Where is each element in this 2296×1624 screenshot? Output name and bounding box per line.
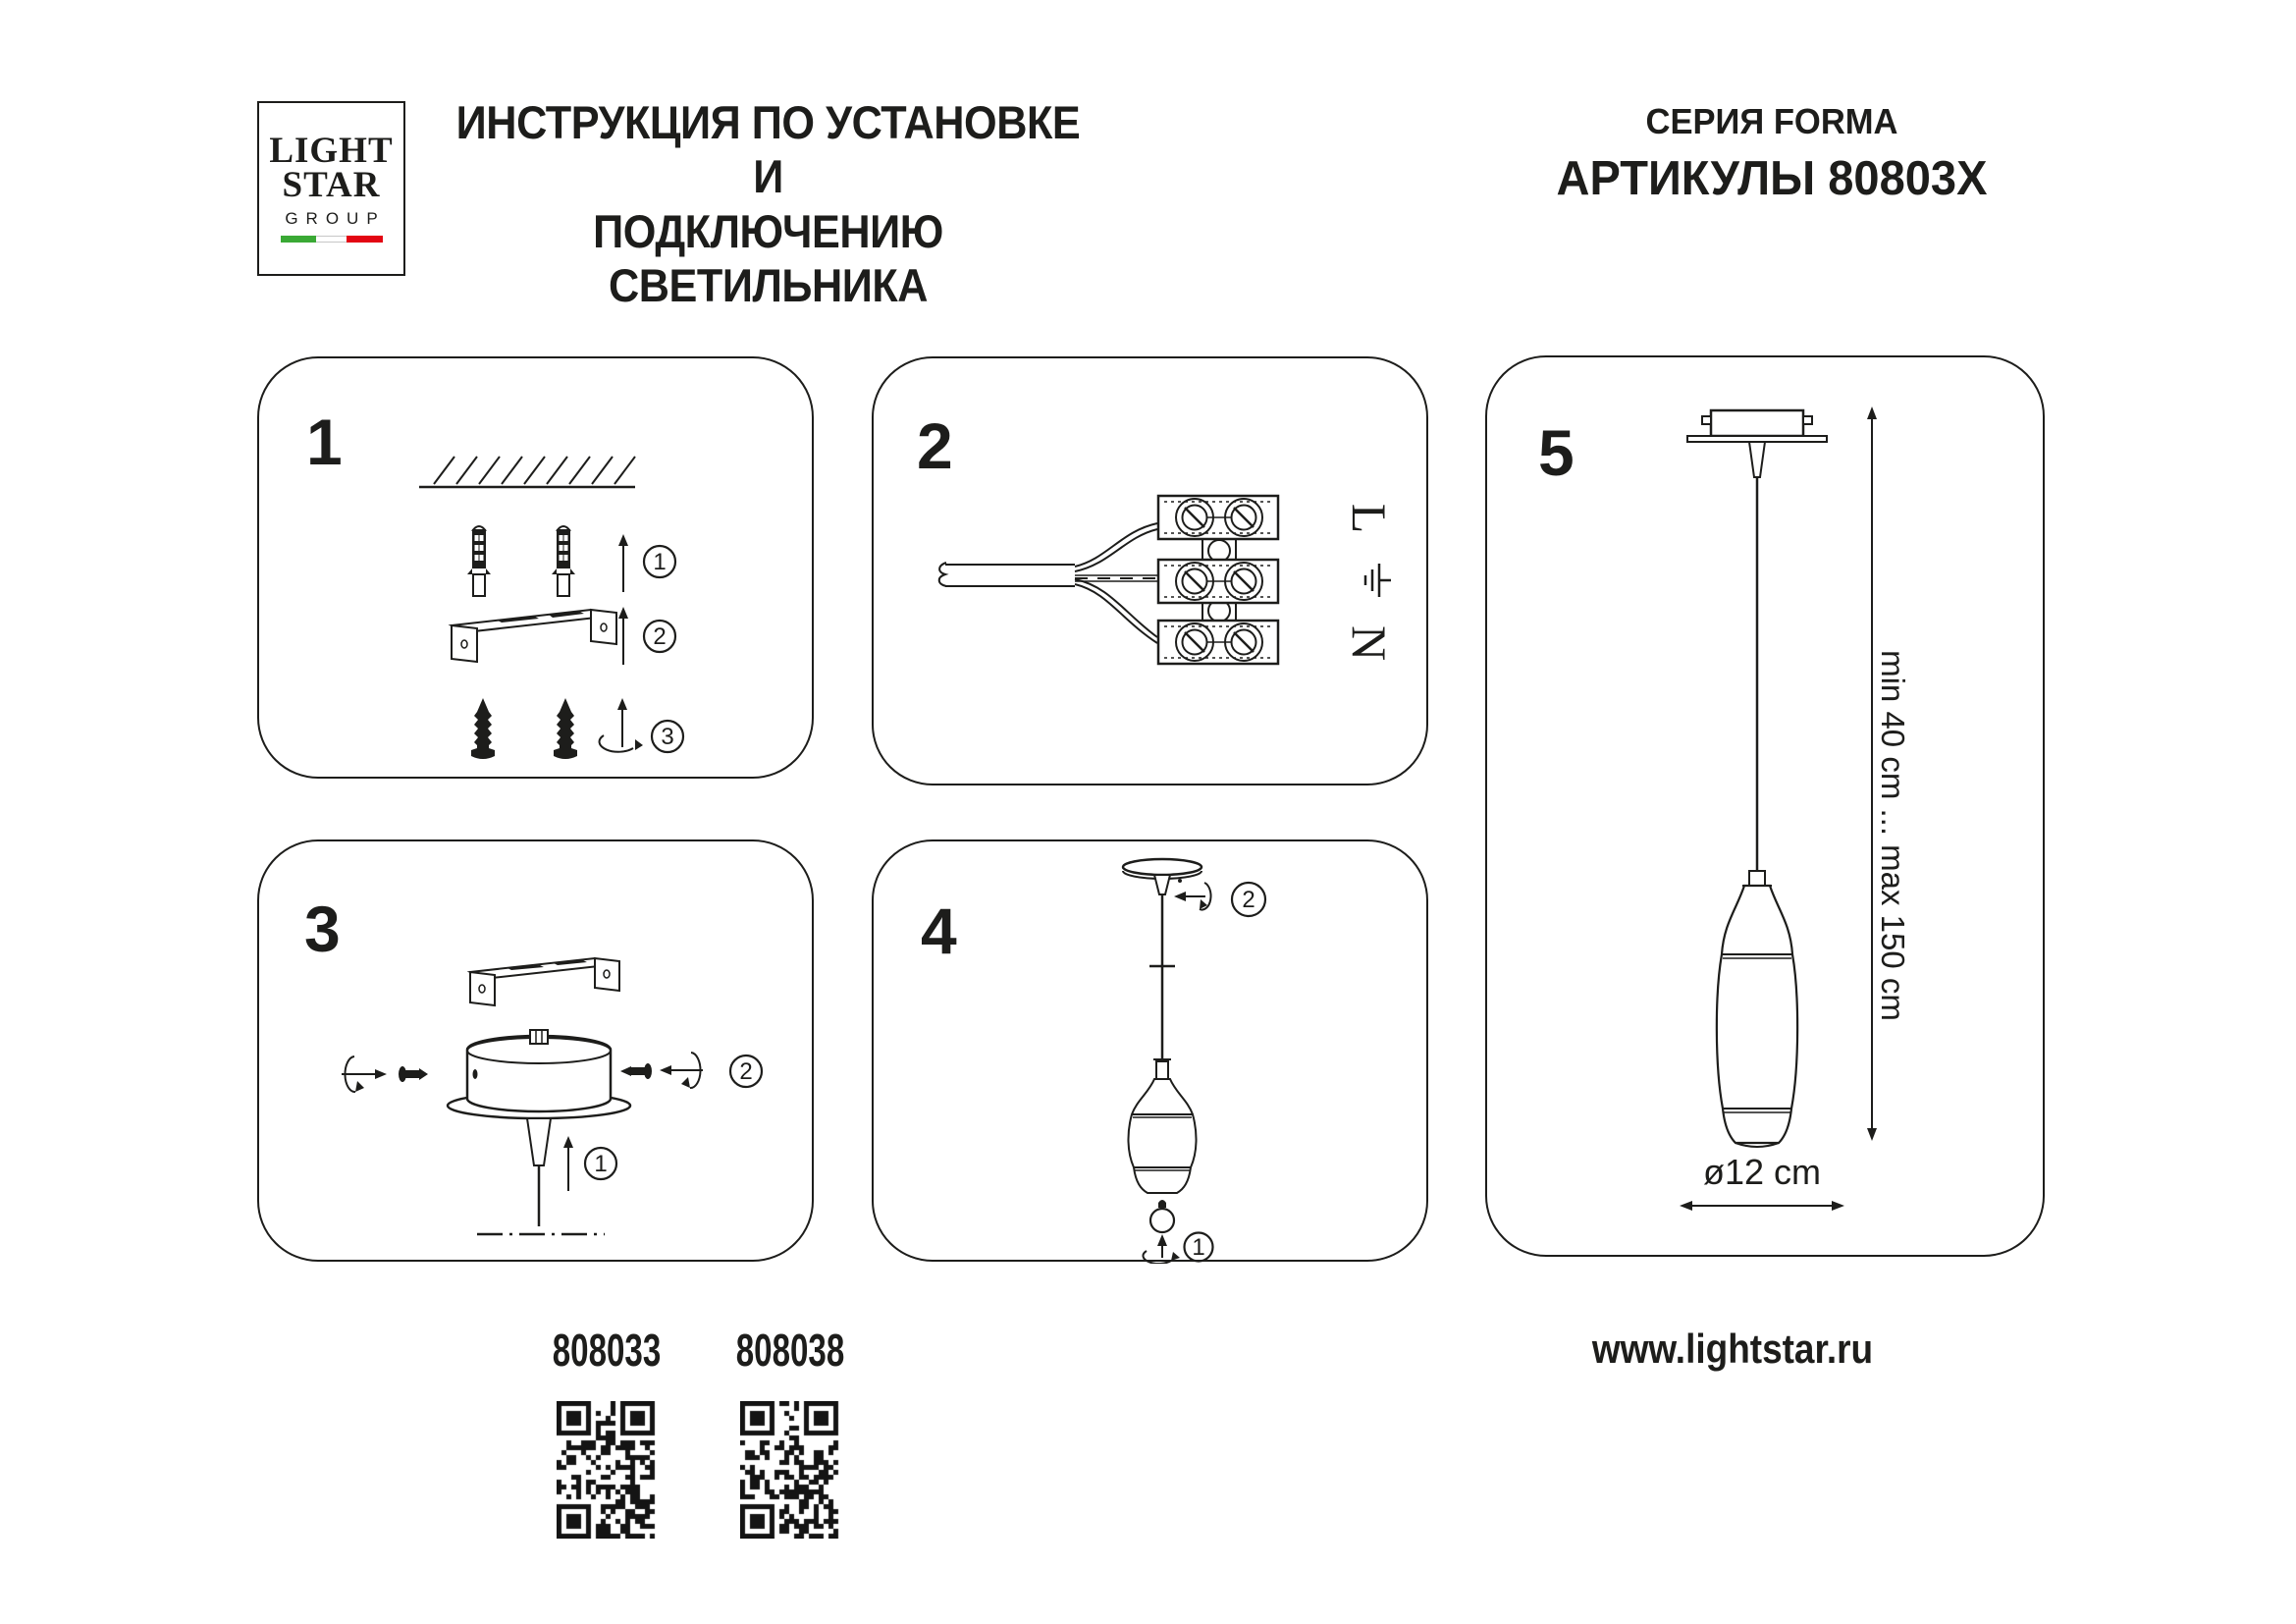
panel-step-5 [1485, 355, 2045, 1257]
mains-cable-icon [939, 523, 1158, 643]
svg-text:2: 2 [1242, 887, 1255, 913]
side-screw-icon [620, 1063, 652, 1079]
svg-text:1: 1 [594, 1151, 608, 1177]
terminal-label-live: L [1342, 503, 1397, 534]
bulb-rotate-icon [1143, 1234, 1180, 1264]
website-url: www.lightstar.ru [1591, 1326, 1874, 1372]
series-header [1536, 101, 2007, 206]
terminal-label-neutral: N [1342, 624, 1397, 662]
lamp-shade-icon [1128, 1059, 1196, 1193]
cord-grip-icon [477, 1118, 608, 1234]
svg-text:1: 1 [1192, 1234, 1205, 1261]
step3-diagram [259, 841, 816, 1264]
step-number: 5 [1538, 416, 1575, 489]
step-number: 3 [304, 893, 341, 965]
callout-1 [644, 546, 675, 577]
side-screw-icon [399, 1066, 428, 1082]
article-number-left: 808033 [552, 1325, 662, 1376]
screw-rotate-icon [600, 698, 643, 752]
ceiling-hatch-icon [419, 457, 635, 487]
step-number: 2 [917, 409, 953, 482]
canopy-icon [1123, 859, 1201, 894]
light-bulb-icon [1150, 1200, 1174, 1232]
terminal-block-neutral [1158, 621, 1278, 664]
panel-step-4 [872, 839, 1428, 1262]
screw-rotate-icon [660, 1053, 703, 1088]
callout-3 [652, 721, 683, 752]
terminal-block-earth [1158, 560, 1278, 603]
logo-word-star: STAR [282, 164, 381, 205]
height-range-label: min 40 cm ... max 150 cm [1875, 650, 1911, 1021]
panel-step-2 [872, 356, 1428, 785]
terminal-block-live [1158, 496, 1278, 539]
mounting-bracket-icon [452, 610, 616, 662]
screw-icon [554, 698, 577, 759]
logo-word-light: LIGHT [269, 131, 394, 172]
callout-1 [1185, 1233, 1213, 1262]
svg-text:2: 2 [653, 623, 667, 650]
series-name: СЕРИЯ FORMA [1645, 101, 1898, 141]
diameter-label: ø12 cm [1702, 1152, 1822, 1192]
callout-2 [644, 621, 675, 652]
earth-symbol-icon [1365, 564, 1391, 597]
up-arrow-icon [618, 607, 628, 665]
page-title [446, 95, 1092, 313]
step-number: 4 [921, 894, 957, 967]
panel-step-1 [257, 356, 814, 779]
step4-diagram [874, 841, 1430, 1264]
step2-diagram [874, 358, 1430, 787]
up-arrow-icon [563, 1136, 573, 1191]
qr-code-left [557, 1401, 657, 1539]
article-number-right: 808038 [735, 1325, 845, 1376]
screw-rotate-icon [342, 1056, 387, 1092]
canopy-icon [1687, 410, 1827, 477]
qr-code-right [740, 1401, 840, 1539]
canopy-icon [448, 1030, 630, 1118]
italian-flag-icon [281, 236, 383, 243]
callout-2 [730, 1056, 762, 1087]
lightstar-logo [257, 101, 405, 276]
series-articles: АРТИКУЛЫ 80803X [1556, 152, 1988, 205]
mounting-bracket-icon [470, 958, 619, 1005]
lamp-shade-icon [1717, 871, 1797, 1147]
diameter-dimension-arrow [1680, 1201, 1844, 1211]
callout-1 [585, 1148, 616, 1179]
page-title-line1: ИНСТРУКЦИЯ ПО УСТАНОВКЕ И [455, 96, 1081, 203]
step5-diagram [1487, 357, 2047, 1259]
cord-rotate-icon [1174, 883, 1211, 910]
suspension-cord-icon [1149, 894, 1175, 1059]
svg-text:3: 3 [661, 724, 674, 750]
page-title-line2: ПОДКЛЮЧЕНИЮ СВЕТИЛЬНИКА [593, 204, 943, 312]
callout-2 [1232, 883, 1265, 916]
panel-step-3 [257, 839, 814, 1262]
wall-anchor-icon [467, 526, 491, 596]
wall-anchor-icon [552, 526, 575, 596]
step-number: 1 [306, 406, 343, 478]
logo-word-group: GROUP [285, 208, 386, 228]
screw-icon [471, 698, 495, 759]
up-arrow-icon [618, 534, 628, 592]
svg-text:1: 1 [653, 549, 667, 575]
svg-text:2: 2 [739, 1058, 753, 1085]
step1-diagram [259, 358, 816, 781]
